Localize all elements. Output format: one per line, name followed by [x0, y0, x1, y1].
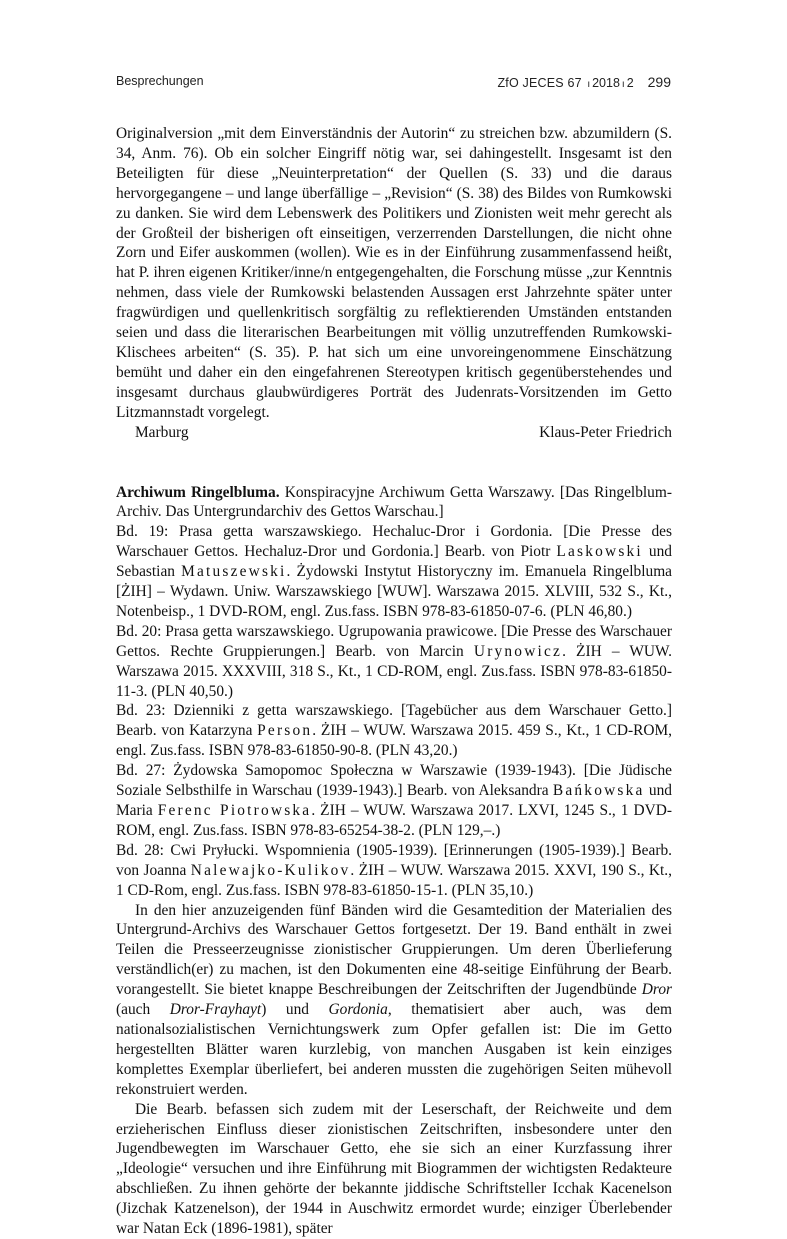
volume-text: . ŻIH – WUW. Warszawa 2015. XXVI, 190 S., Kt., 1 CD-Rom, engl. Zus.fass. ISBN 978-83-61850-15-1. (PLN 35,10.)	[116, 861, 672, 899]
journal-title: Dror	[641, 981, 672, 999]
volume-text: . ŻIH – WUW. Warszawa 2015. XXXVIII, 318 S., Kt., 1 CD-ROM, engl. Zus.fass. ISBN 978-83-61850-11-3. (PLN 40,50.)	[116, 642, 672, 700]
editor-name: Person	[257, 722, 313, 740]
journal-title: Dror-Frayhayt	[169, 1001, 262, 1019]
issue-number: 2	[626, 76, 634, 90]
editor-name: Laskowski	[556, 543, 643, 561]
review1-signature	[116, 423, 672, 443]
volume-entry	[116, 522, 672, 622]
volume-text: und Sebastian	[116, 543, 672, 581]
editor-name: Bańkowska	[552, 782, 645, 800]
section-title: Besprechungen	[116, 74, 204, 88]
volume-text: Bd. 19: Prasa getta warszawskiego. Hechaluc-Dror i Gordonia. [Die Presse des Warschauer Gettos. Hechaluz-Dror und Gordonia.] Bearb. von Piotr	[116, 523, 672, 561]
review2-subtitle: Konspiracyjne Archiwum Getta Warszawy. [Das Ringelblum-Archiv. Das Untergrundarchiv des Gettos Warschau.]	[116, 483, 672, 521]
page-number: 299	[647, 74, 671, 90]
journal-info	[497, 74, 671, 90]
review2-paragraph-2: Die Bearb. befassen sich zudem mit der Leserschaft, der Reichweite und dem erzieherischen Einfluss dieser zionistischen Zeitschriften, insbesondere unter den Jugendbewegten im Warschauer Getto, ehe sie sich an einer Kurzfassung ihrer „Ideologie“ versuchen und ihre Einführung mit Biogrammen der wichtigsten Redakteure abschließen. Zu ihnen gehörte der bekannte jiddische Schriftsteller Icchak Kacenelson (Jizchak Katzenelson), der 1944 in Auschwitz ermordet wurde; einziger Überlebender war Natan Eck (1896-1981), später	[116, 1100, 672, 1238]
review2-paragraph-1	[116, 901, 672, 1100]
volume-text: . ŻIH – WUW. Warszawa 2015. 459 S., Kt., 1 CD-ROM, engl. Zus.fass. ISBN 978-83-61850-90-8. (PLN 43,20.)	[116, 722, 672, 760]
review1-paragraph: Originalversion „mit dem Einverständnis der Autorin“ zu streichen bzw. abzumildern (S. 34, Anm. 76). Ob ein solcher Eingriff nötig war, sei dahingestellt. Insgesamt ist den Beteiligten für diese „Neuinterpretation“ der Quellen (S. 33) und die daraus hervorgegangene – und lange überfällige – „Revision“ (S. 38) des Bildes von Rumkowski zu danken. Sie wird dem Lebenswerk des Politikers und Zionisten weit mehr gerecht als der Großteil der bisherigen oft einseitigen, verzerrenden Darstellungen, die nicht ohne Zorn und Eifer auskommen (wollen). Wie es in der Einführung zusammenfassend heißt, hat P. ihren eigenen Kritiker/inne/n entgegengehalten, die Forschung müsse „zur Kenntnis nehmen, dass viele der Rumkowski belastenden Aussagen erst Jahrzehnte später unter fragwürdigen und quellenkritisch sorgfältig zu reflektierenden Umständen entstanden seien und dass die literarischen Bearbeitungen mit völlig unzutreffenden Rumkowski-Klischees arbeiten“ (S. 35). P. hat sich um eine unvoreingenommene Einschätzung bemüht und daher ein den eingefahrenen Stereotypen kritisch gegenüberstehendes und insgesamt durchaus glaubwürdigeres Porträt des Judenrats-Vorsitzenden im Getto Litzmannstadt vorgelegt.	[116, 125, 672, 421]
review2-heading	[116, 483, 672, 523]
year: 2018	[592, 76, 620, 90]
paragraph-text: , thematisiert aber auch, was dem nationalsozialistischen Vernichtungswerk zum Opfer gefallen ist: Die im Getto hergestellten Blätter waren kurzlebig, von manchen Ausgaben ist kein einziges komplettes Exemplar überliefert, bei anderen mussten die zugehörigen Seiten mühevoll rekonstruiert werden.	[116, 1001, 672, 1098]
separator: ı	[621, 79, 625, 90]
volume-text: Bd. 28: Cwi Pryłucki. Wspomnienia (1905-1939). [Erinnerungen (1905-1939).] Bearb. von Joanna	[116, 841, 672, 879]
volume-text: . Żydowski Instytut Historyczny im. Emanuela Ringelbluma [ŻIH] – Wydawn. Uniw. Warszawskiego [WUW]. Warszawa 2015. XLVIII, 532 S., Kt., Notenbeisp., 1 DVD-ROM, engl. Zus.fass. ISBN 978-83-61850-07-6. (PLN 46,80.)	[116, 563, 672, 620]
volume-entry	[116, 841, 672, 901]
paragraph-text: (auch	[116, 1001, 170, 1019]
volume-text: Bd. 27: Żydowska Samopomoc Społeczna w Warszawie (1939-1943). [Die Jüdische Soziale Selbsthilfe in Warschau (1939-1943).] Bearb. von Aleksandra	[116, 762, 672, 800]
review1-reviewer: Klaus-Peter Friedrich	[539, 423, 672, 441]
section-gap	[116, 443, 672, 483]
editor-name: Ferenc Piotrowska	[157, 802, 312, 819]
review2-title: Archiwum Ringelbluma.	[116, 483, 280, 501]
editor-name: Matuszewski	[181, 563, 287, 581]
journal-title: Gordonia	[328, 1001, 388, 1019]
volume-text: und Maria	[116, 782, 672, 819]
editor-name: Nalewajko-Kulikov	[190, 861, 351, 879]
text-body	[116, 124, 672, 1239]
paragraph-text: ) und	[261, 1001, 329, 1019]
editor-name: Urynowicz	[473, 642, 563, 660]
volume-entry	[116, 622, 672, 702]
running-header	[116, 74, 671, 94]
volume-text: Bd. 23: Dzienniki z getta warszawskiego. [Tagebücher aus dem Warschauer Getto.] Bearb. von Katarzyna	[116, 702, 672, 740]
volume-entry	[116, 701, 672, 761]
separator: ı	[587, 79, 591, 90]
journal-name: ZfO JECES 67	[497, 76, 582, 90]
volume-entry	[116, 761, 672, 841]
volume-text: Bd. 20: Prasa getta warszawskiego. Ugrupowania prawicowe. [Die Presse des Warschauer Gettos. Rechte Gruppierungen.] Bearb. von Marcin	[116, 622, 672, 660]
volume-text: . ŻIH – WUW. Warszawa 2017. LXVI, 1245 S., 1 DVD-ROM, engl. Zus.fass. ISBN 978-83-65254-38-2. (PLN 129,–.)	[116, 802, 672, 839]
paragraph-text: In den hier anzuzeigenden fünf Bänden wird die Gesamtedition der Materialien des Untergrund-Archivs des Warschauer Gettos fortgesetzt. Der 19. Band enthält in zwei Teilen die Presseerzeugnisse zionistischer Gruppierungen. Um deren Überlieferung verständlich(er) zu machen, ist den Dokumenten eine 48-seitige Einführung der Bearb. vorangestellt. Sie bietet knappe Beschreibungen der Zeitschriften der Jugendbünde	[116, 901, 672, 999]
review1-place: Marburg	[135, 423, 189, 441]
